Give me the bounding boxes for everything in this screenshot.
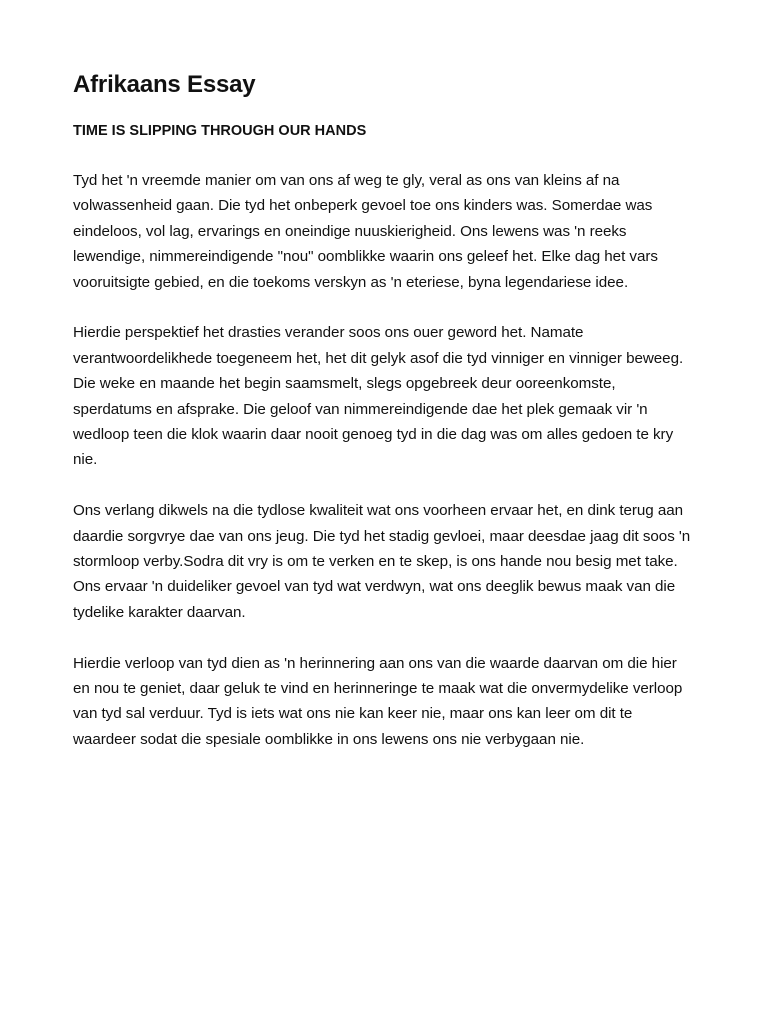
- document-title: Afrikaans Essay: [73, 71, 256, 98]
- paragraph-3: Ons verlang dikwels na die tydlose kwaliteit wat ons voorheen ervaar het, en dink terug aan daardie sorgvrye dae van ons jeug. Die tyd het stadig gevloei, maar deesdae jaag dit soos 'n stormloop verby.Sodra dit vry is om te verken en te skep, is ons hande nou besig met take. Ons ervaar 'n duideliker gevoel van tyd wat verdwyn, wat ons deeglik bewus maak van die tydelike karakter daarvan.: [73, 502, 691, 621]
- essay-body: [73, 168, 693, 752]
- paragraph-1: Tyd het 'n vreemde manier om van ons af weg te gly, veral as ons van kleins af na volwassenheid gaan. Die tyd het onbeperk gevoel toe ons kinders was. Somerdae was eindeloos, vol lag, ervarings en oneindige nuuskierigheid. Ons lewens was 'n reeks lewendige, nimmereindigende "nou" oomblikke waarin ons geleef het. Elke dag het vars vooruitsigte gebied, en die toekoms verskyn as 'n eteriese, byna legendariese idee.: [73, 172, 658, 291]
- document-page: [73, 70, 693, 778]
- paragraph-2: Hierdie perspektief het drasties verander soos ons ouer geword het. Namate verantwoordelikhede toegeneem het, het dit gelyk asof die tyd vinniger en vinniger beweeg. Die weke en maande het begin saamsmelt, slegs opgebreek deur ooreenkomste, sperdatums en afsprake. Die geloof van nimmereindigende dae het plek gemaak vir 'n wedloop teen die klok waarin daar nooit genoeg tyd in die dag was om alles gedoen te kry nie.: [73, 324, 684, 469]
- paragraph-4: Hierdie verloop van tyd dien as 'n herinnering aan ons van die waarde daarvan om die hier en nou te geniet, daar geluk te vind en herinneringe te maak wat die onvermydelike verloop van tyd sal verduur. Tyd is iets wat ons nie kan keer nie, maar ons kan leer om dit te waardeer sodat die spesiale oomblikke in ons lewens ons nie verbygaan nie.: [73, 654, 683, 748]
- document-subtitle: TIME IS SLIPPING THROUGH OUR HANDS: [73, 123, 367, 139]
